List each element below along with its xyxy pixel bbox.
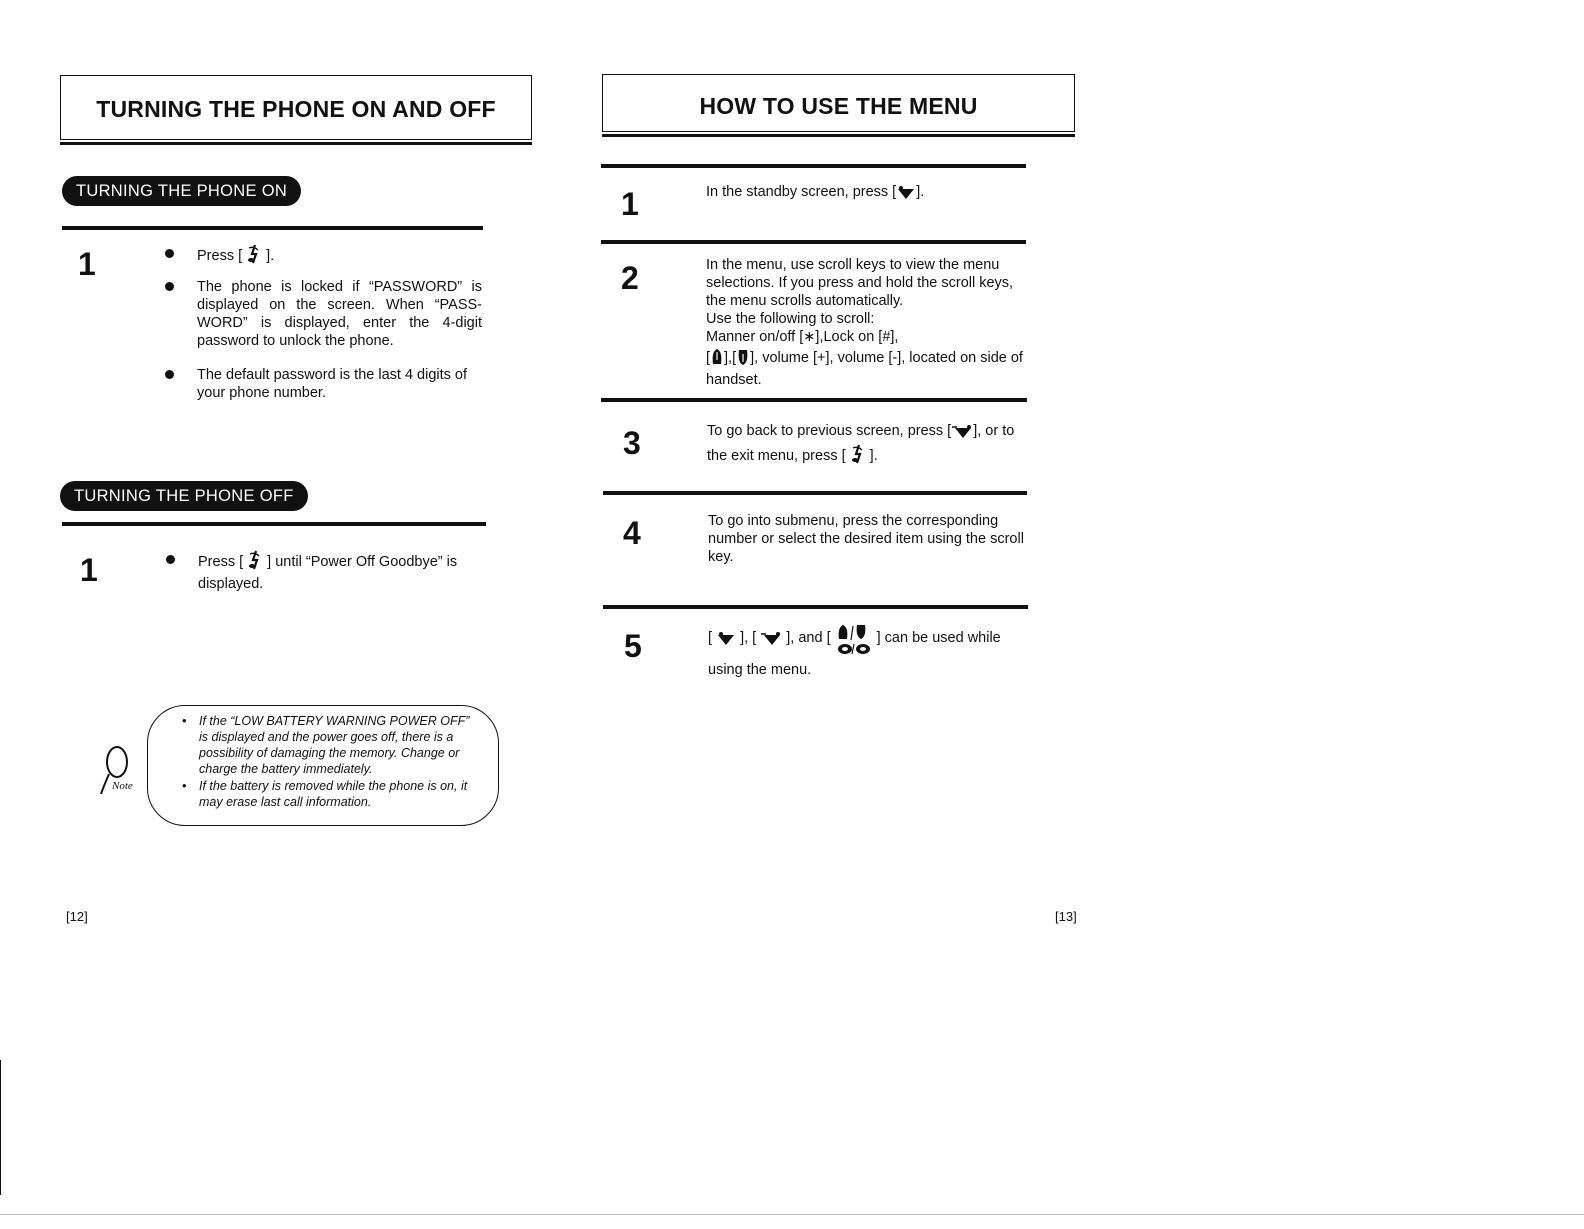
step-rule [601,164,1026,168]
section-pill-turning-on: TURNING THE PHONE ON [62,176,301,206]
step-number: 5 [624,628,642,664]
bullet-dot [166,555,175,564]
step-text: In the standby screen, press [ [706,184,897,200]
step-text-line [706,348,1026,389]
left-page-title: TURNING THE PHONE ON AND OFF [96,96,496,122]
section-rule [62,226,483,230]
bullet-dot [165,282,174,291]
step-text: ], and [ [782,630,831,646]
bullet-text: ]. [262,248,275,264]
step-text: ]. [865,448,878,464]
step-rule [601,240,1026,244]
step-number: 1 [78,246,96,282]
step-number: 2 [621,260,639,296]
scan-bottom-line [0,1214,1584,1215]
step-3-text [707,422,1025,469]
end-power-key-icon [247,550,263,575]
menu-key-icon [716,632,736,651]
step-rule [601,398,1027,402]
step-text: Manner on/off [∗],Lock on [#], [706,329,899,345]
right-title-box [602,74,1075,132]
left-title-box [60,75,532,140]
section-pill-turning-off: TURNING THE PHONE OFF [60,481,308,511]
step-2-text [706,256,1026,389]
bullet-text: Press [ [197,248,247,264]
step-4-text: To go into submenu, press the corresponding number or select the desired item using the scroll key. [708,513,1024,565]
step-text: ], [ [736,630,761,646]
navigation-keys-icon [831,624,877,661]
note-item-low-battery: If the “LOW BATTERY WARNING POWER OFF” is displayed and the power goes off, there is a possibility of damaging the memory. Change or charge the battery immediately. [199,714,470,776]
bullet-text: Press [ [198,554,248,570]
scan-edge-line [0,1060,1,1195]
page-number-left: [12] [66,909,88,924]
scroll-up-key-icon [710,348,724,371]
bullet-text: ] until “Power Off Goodbye” is displayed. [198,554,458,592]
section-rule [62,522,486,526]
note-icon-label: Note [112,780,133,792]
step-5-text [708,624,1028,679]
menu-key-icon [896,186,916,205]
bullet-default-password: The default password is the last 4 digits of your phone number. [197,367,468,401]
end-power-key-icon [246,244,262,269]
step-text: ], volume [+], volume [-], located on side of handset. [706,350,1023,388]
note-bullet: • [182,714,187,728]
back-key-icon [951,425,973,444]
note-bullet: • [182,779,187,793]
bullet-press-power [197,244,487,269]
step-text: ] can be used while using the menu. [708,630,1001,678]
step-number: 4 [623,515,641,551]
bullet-password-locked: The phone is locked if “PASSWORD” is displayed on the screen. When “PASS-WORD” is displayed, enter the 4-digit password to unlock the phone. [197,279,482,349]
step-rule [603,491,1027,495]
page-number-right: [13] [1055,909,1077,924]
end-power-key-icon [850,444,866,469]
bullet-dot [165,249,174,258]
step-text: ], or to the exit menu, press [ [707,423,1015,464]
scroll-down-key-icon [736,348,750,371]
step-number: 1 [621,186,639,222]
step-text: In the menu, use scroll keys to view the menu selections. If you press and hold the scroll keys, the menu scrolls automatically. [706,257,1014,309]
note-icon [97,744,141,800]
step-1-text [706,183,1026,205]
step-text: ],[ [724,350,737,366]
step-text: ]. [916,184,925,200]
step-text: To go back to previous screen, press [ [707,423,952,439]
step-text: [ [708,630,717,646]
step-text: [ [706,350,711,366]
bullet-dot [165,370,174,379]
back-key-icon [760,632,782,651]
step-number: 3 [623,425,641,461]
step-rule [603,605,1028,609]
step-number: 1 [80,552,98,588]
note-item-battery-removed: If the battery is removed while the phone is on, it may erase last call information. [199,779,468,809]
bullet-power-off [198,550,488,593]
step-text: Use the following to scroll: [706,311,875,327]
right-page-title: HOW TO USE THE MENU [699,93,978,119]
